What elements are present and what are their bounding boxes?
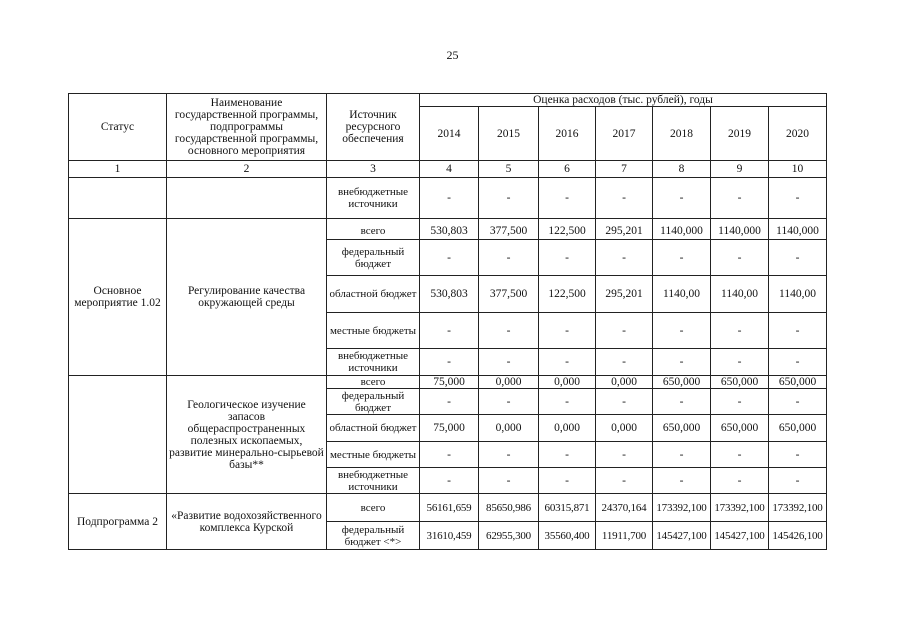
value-cell: 60315,871 — [539, 494, 596, 522]
value-cell: - — [711, 389, 769, 415]
col-number: 3 — [327, 161, 420, 178]
source-cell: всего — [327, 223, 420, 240]
value-cell: 24370,164 — [596, 494, 653, 522]
table-row — [69, 376, 827, 389]
source-cell: федеральный бюджет — [327, 240, 420, 276]
header-name: Наименование государственной программы, подпрограммы государственной программы, основного мероприятия — [167, 94, 327, 161]
value-cell: 0,000 — [539, 415, 596, 442]
status-cell: Основное мероприятие 1.02 — [69, 219, 167, 376]
status-cell: Подпрограмма 2 — [69, 494, 167, 550]
value-cell: - — [539, 178, 596, 219]
header-year: 2020 — [769, 107, 827, 161]
table-row — [69, 178, 827, 219]
value-cell: - — [479, 389, 539, 415]
value-cell: 650,000 — [711, 376, 769, 389]
value-cell: - — [711, 349, 769, 376]
value-cell: - — [420, 178, 479, 219]
status-cell — [69, 376, 167, 494]
name-cell: Регулирование качества окружающей среды — [167, 219, 327, 376]
value-cell: 1140,000 — [711, 223, 769, 240]
value-cell: - — [539, 468, 596, 494]
value-cell: - — [539, 240, 596, 276]
value-cell: 377,500 — [479, 223, 539, 240]
value-cell: - — [711, 178, 769, 219]
page-number: 25 — [446, 48, 459, 62]
value-cell: - — [653, 349, 711, 376]
value-cell: 650,000 — [769, 376, 827, 389]
value-cell: - — [479, 178, 539, 219]
status-cell — [69, 178, 167, 219]
value-cell: - — [420, 468, 479, 494]
value-cell: 0,000 — [596, 415, 653, 442]
value-cell: - — [653, 468, 711, 494]
value-cell: 145427,100 — [653, 522, 711, 550]
value-cell: - — [479, 468, 539, 494]
source-cell: федеральный бюджет <*> — [327, 522, 420, 550]
value-cell: 173392,100 — [769, 494, 827, 522]
col-number: 4 — [420, 161, 479, 178]
value-cell: - — [420, 313, 479, 349]
source-cell: внебюджетные источники — [327, 178, 420, 219]
name-cell: Геологическое изучение запасов общераспространенных полезных ископаемых, развитие минерально-сырьевой базы** — [167, 376, 327, 494]
value-cell: - — [769, 349, 827, 376]
value-cell: - — [479, 313, 539, 349]
source-cell: местные бюджеты — [327, 313, 420, 349]
header-year: 2018 — [653, 107, 711, 161]
source-cell: федеральный бюджет — [327, 389, 420, 415]
value-cell: - — [653, 442, 711, 468]
value-cell: - — [420, 389, 479, 415]
value-cell: 295,201 — [596, 276, 653, 313]
value-cell: 35560,400 — [539, 522, 596, 550]
value-cell: 1140,00 — [653, 276, 711, 313]
value-cell: 122,500 — [539, 276, 596, 313]
value-cell: 1140,00 — [711, 276, 769, 313]
name-cell: «Развитие водохозяйственного комплекса Курской — [167, 494, 327, 550]
value-cell: 0,000 — [596, 376, 653, 389]
value-cell: 377,500 — [479, 276, 539, 313]
value-cell: 56161,659 — [420, 494, 479, 522]
header-estimate: Оценка расходов (тыс. рублей), годы — [420, 94, 827, 107]
value-cell: - — [420, 240, 479, 276]
value-cell: 1140,000 — [769, 223, 827, 240]
col-number: 9 — [711, 161, 769, 178]
value-cell: 1140,00 — [769, 276, 827, 313]
value-cell: - — [596, 313, 653, 349]
value-cell: 650,000 — [769, 415, 827, 442]
value-cell: - — [539, 349, 596, 376]
value-cell: 31610,459 — [420, 522, 479, 550]
value-cell: 145427,100 — [711, 522, 769, 550]
source-cell: местные бюджеты — [327, 442, 420, 468]
value-cell: - — [769, 178, 827, 219]
value-cell: 173392,100 — [653, 494, 711, 522]
value-cell: - — [769, 442, 827, 468]
value-cell: 530,803 — [420, 276, 479, 313]
value-cell: - — [479, 442, 539, 468]
value-cell: - — [653, 389, 711, 415]
value-cell: - — [479, 240, 539, 276]
col-number: 2 — [167, 161, 327, 178]
value-cell: - — [539, 313, 596, 349]
source-cell: всего — [327, 376, 420, 389]
value-cell: 85650,986 — [479, 494, 539, 522]
value-cell: 173392,100 — [711, 494, 769, 522]
col-number: 6 — [539, 161, 596, 178]
value-cell: 122,500 — [539, 223, 596, 240]
source-cell: внебюджетные источники — [327, 349, 420, 376]
value-cell: 650,000 — [653, 376, 711, 389]
value-cell: - — [420, 349, 479, 376]
source-cell: областной бюджет — [327, 415, 420, 442]
header-year: 2016 — [539, 107, 596, 161]
value-cell: - — [769, 389, 827, 415]
value-cell: - — [479, 349, 539, 376]
budget-table — [68, 93, 827, 550]
value-cell: - — [653, 178, 711, 219]
value-cell: - — [539, 389, 596, 415]
value-cell: 295,201 — [596, 223, 653, 240]
col-number: 5 — [479, 161, 539, 178]
value-cell: - — [769, 240, 827, 276]
table-row — [69, 494, 827, 522]
value-cell: - — [653, 313, 711, 349]
value-cell: - — [539, 442, 596, 468]
value-cell: - — [596, 349, 653, 376]
col-number: 8 — [653, 161, 711, 178]
value-cell: 0,000 — [479, 376, 539, 389]
value-cell: 62955,300 — [479, 522, 539, 550]
value-cell: - — [596, 389, 653, 415]
value-cell: 75,000 — [420, 415, 479, 442]
name-cell — [167, 178, 327, 219]
value-cell: 75,000 — [420, 376, 479, 389]
header-status: Статус — [69, 94, 167, 161]
value-cell: - — [420, 442, 479, 468]
value-cell: - — [596, 468, 653, 494]
header-year: 2019 — [711, 107, 769, 161]
col-number: 1 — [69, 161, 167, 178]
value-cell: 11911,700 — [596, 522, 653, 550]
value-cell: - — [711, 442, 769, 468]
value-cell: - — [769, 313, 827, 349]
value-cell: 145426,100 — [769, 522, 827, 550]
header-year: 2017 — [596, 107, 653, 161]
value-cell: 530,803 — [420, 223, 479, 240]
value-cell: 0,000 — [479, 415, 539, 442]
value-cell: - — [711, 313, 769, 349]
value-cell: 650,000 — [653, 415, 711, 442]
value-cell: - — [769, 468, 827, 494]
value-cell: - — [711, 468, 769, 494]
value-cell: 1140,000 — [653, 223, 711, 240]
value-cell: - — [653, 240, 711, 276]
source-cell: областной бюджет — [327, 276, 420, 313]
source-cell: внебюджетные источники — [327, 468, 420, 494]
header-year: 2014 — [420, 107, 479, 161]
header-year: 2015 — [479, 107, 539, 161]
value-cell: - — [596, 240, 653, 276]
col-number: 7 — [596, 161, 653, 178]
value-cell: - — [711, 240, 769, 276]
col-number: 10 — [769, 161, 827, 178]
value-cell: 650,000 — [711, 415, 769, 442]
value-cell: 0,000 — [539, 376, 596, 389]
header-source: Источник ресурсного обеспечения — [327, 94, 420, 161]
value-cell: - — [596, 442, 653, 468]
source-cell: всего — [327, 494, 420, 522]
value-cell: - — [596, 178, 653, 219]
